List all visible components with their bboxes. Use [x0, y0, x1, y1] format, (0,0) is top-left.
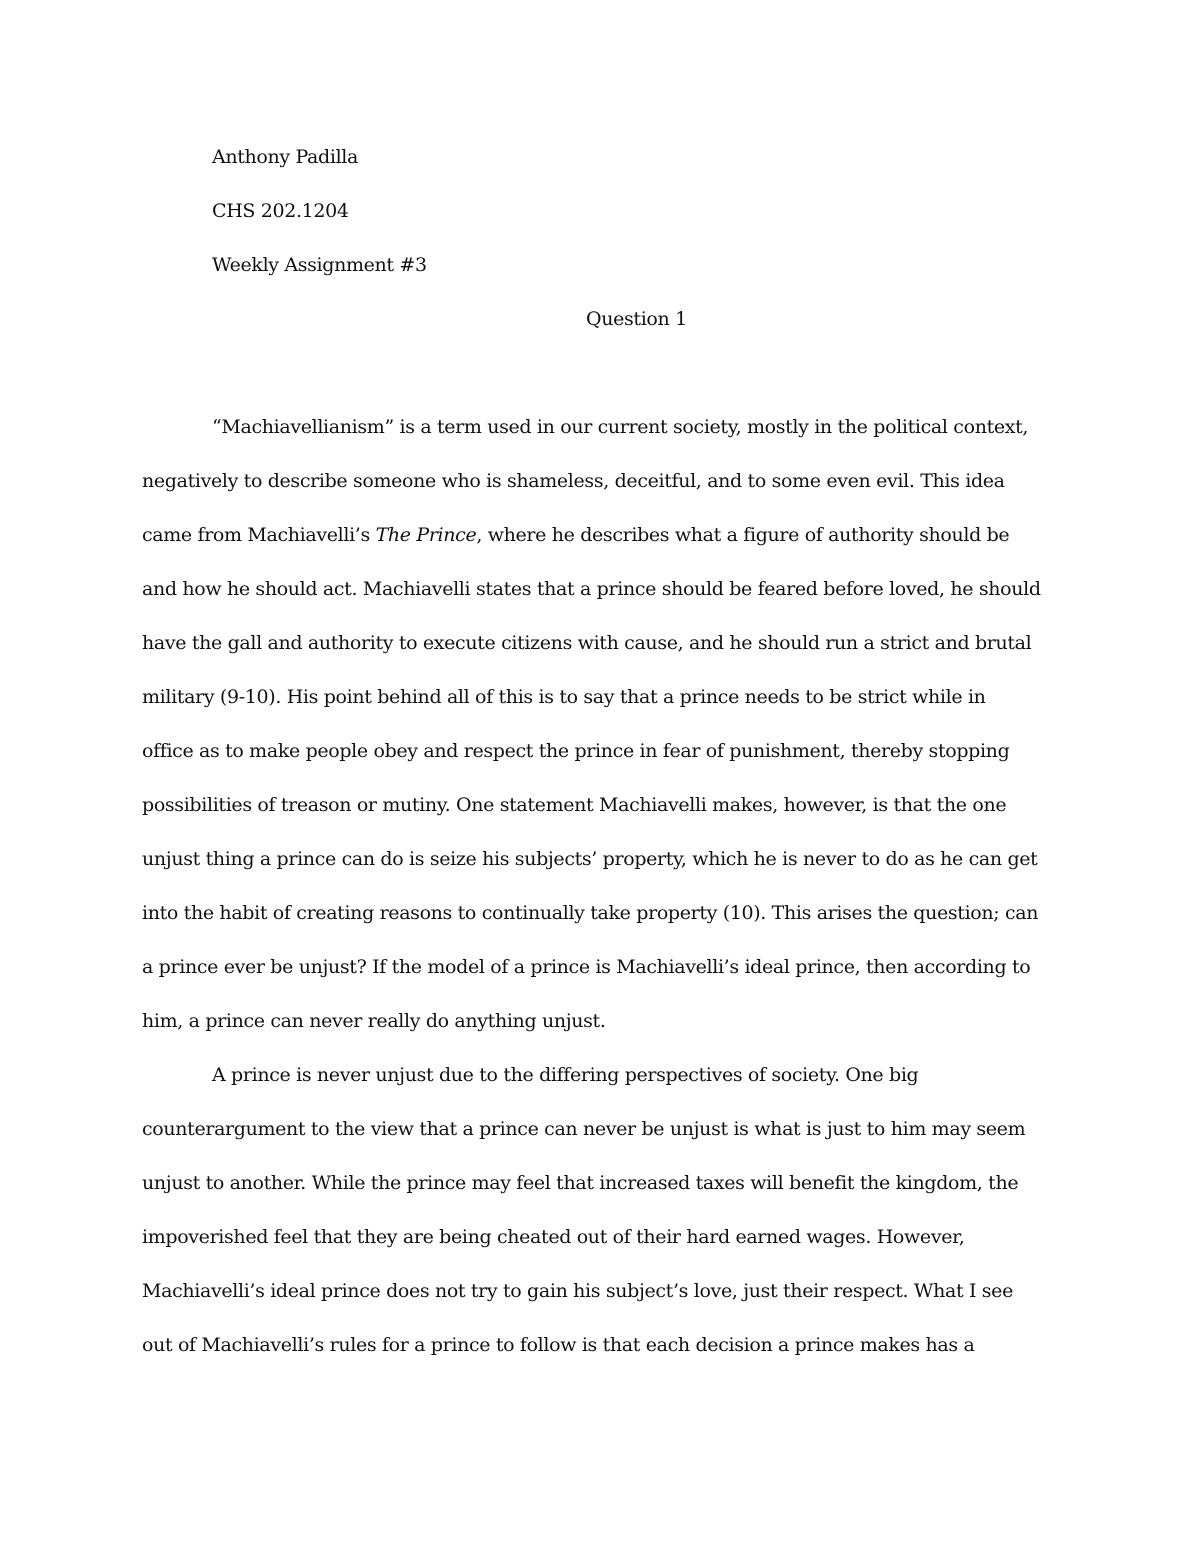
paragraph-1-line: office as to make people obey and respect the prince in fear of punishment, thereby stopping	[142, 740, 1010, 762]
book-title-italic: The Prince	[375, 524, 477, 546]
paragraph-1-line: and how he should act. Machiavelli states that a prince should be feared before loved, he should	[142, 578, 1041, 600]
course-code: CHS 202.1204	[212, 200, 349, 222]
paragraph-2-line: counterargument to the view that a prince can never be unjust is what is just to him may seem	[142, 1118, 1026, 1140]
author-name: Anthony Padilla	[212, 146, 359, 168]
assignment-title: Weekly Assignment #3	[212, 254, 427, 276]
question-heading: Question 1	[586, 308, 687, 330]
paragraph-1-line: possibilities of treason or mutiny. One statement Machiavelli makes, however, is that the one	[142, 794, 1007, 816]
text-span: , where he describes what a figure of authority should be	[476, 524, 1010, 546]
paragraph-2-line: out of Machiavelli’s rules for a prince to follow is that each decision a prince makes has a	[142, 1334, 975, 1356]
paragraph-1-line	[142, 523, 1009, 547]
paragraph-1-line: unjust thing a prince can do is seize his subjects’ property, which he is never to do as he can get	[142, 848, 1038, 870]
paragraph-1-line: military (9-10). His point behind all of this is to say that a prince needs to be strict while in	[142, 686, 986, 708]
paragraph-2-line: impoverished feel that they are being cheated out of their hard earned wages. However,	[142, 1226, 965, 1248]
paragraph-1-line: him, a prince can never really do anything unjust.	[142, 1010, 606, 1032]
paragraph-1-line: negatively to describe someone who is shameless, deceitful, and to some even evil. This idea	[142, 470, 1005, 492]
paragraph-2-line: unjust to another. While the prince may feel that increased taxes will benefit the kingdom, the	[142, 1172, 1019, 1194]
paragraph-1-line: a prince ever be unjust? If the model of a prince is Machiavelli’s ideal prince, then according to	[142, 956, 1031, 978]
paragraph-2-line: Machiavelli’s ideal prince does not try to gain his subject’s love, just their respect. What I see	[142, 1280, 1013, 1302]
paragraph-1-line: “Machiavellianism” is a term used in our current society, mostly in the political context,	[212, 416, 1029, 438]
paragraph-2-line: A prince is never unjust due to the differing perspectives of society. One big	[212, 1064, 919, 1086]
paragraph-1-line: have the gall and authority to execute citizens with cause, and he should run a strict and brutal	[142, 632, 1032, 654]
paragraph-1-line: into the habit of creating reasons to continually take property (10). This arises the question; can	[142, 902, 1039, 924]
text-span: came from Machiavelli’s	[142, 524, 376, 546]
